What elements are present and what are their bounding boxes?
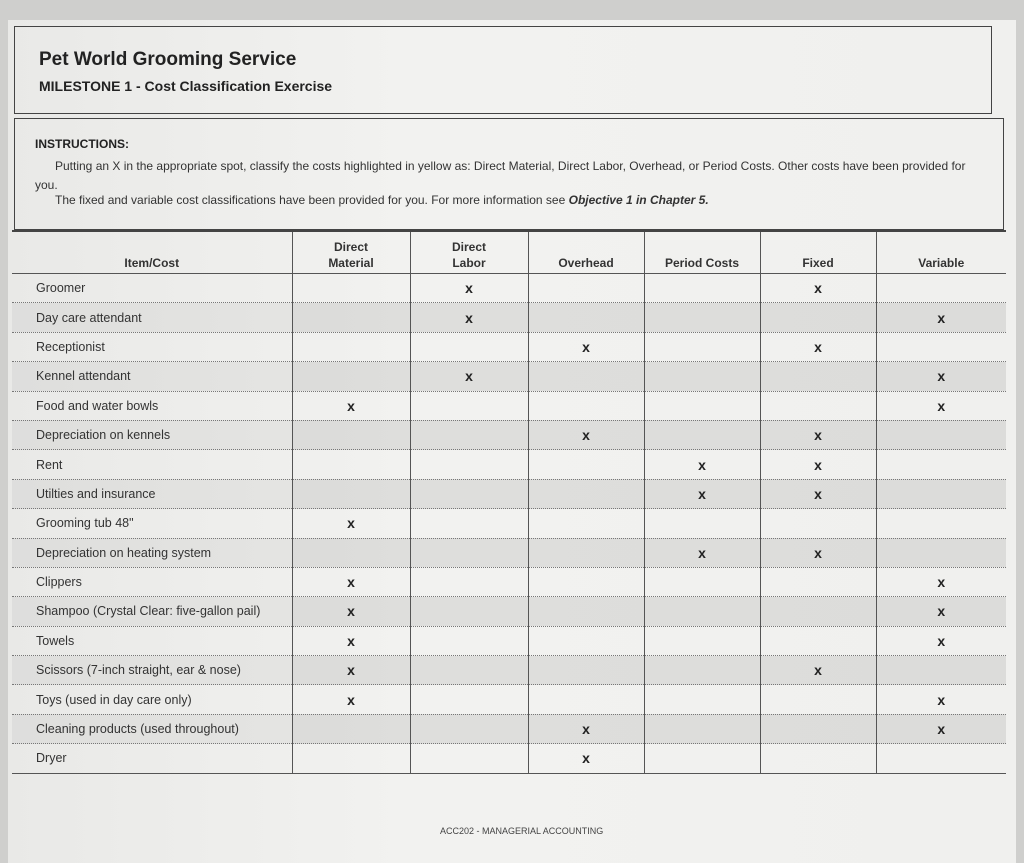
table-row (12, 362, 1006, 391)
fixed-cell[interactable] (760, 303, 876, 332)
table-row (12, 685, 1006, 714)
period-costs-cell[interactable] (644, 420, 760, 449)
item-name: Shampoo (Crystal Clear: five-gallon pail) (12, 597, 292, 626)
period-costs-cell[interactable] (644, 626, 760, 655)
variable-cell[interactable]: x (876, 685, 1006, 714)
variable-cell[interactable]: x (876, 626, 1006, 655)
fixed-cell[interactable] (760, 626, 876, 655)
item-name: Receptionist (12, 332, 292, 361)
item-name: Groomer (12, 274, 292, 303)
item-name: Kennel attendant (12, 362, 292, 391)
direct-material-cell[interactable]: x (292, 567, 410, 596)
table-row (12, 332, 1006, 361)
item-name: Clippers (12, 567, 292, 596)
direct-labor-cell[interactable] (410, 479, 528, 508)
cost-classification-table (12, 230, 1006, 774)
direct-material-cell[interactable] (292, 479, 410, 508)
table-row (12, 420, 1006, 449)
variable-cell[interactable] (876, 332, 1006, 361)
overhead-cell[interactable] (528, 362, 644, 391)
page-footer: ACC202 - MANAGERIAL ACCOUNTING (440, 826, 604, 836)
table-row (12, 303, 1006, 332)
period-costs-cell[interactable] (644, 744, 760, 773)
overhead-cell[interactable]: x (528, 332, 644, 361)
period-costs-cell[interactable] (644, 332, 760, 361)
period-costs-cell[interactable] (644, 303, 760, 332)
period-costs-cell[interactable] (644, 362, 760, 391)
variable-cell[interactable] (876, 656, 1006, 685)
variable-cell[interactable]: x (876, 303, 1006, 332)
table-row (12, 744, 1006, 773)
table-row (12, 597, 1006, 626)
direct-material-cell[interactable]: x (292, 509, 410, 538)
fixed-cell[interactable]: x (760, 450, 876, 479)
fixed-cell[interactable]: x (760, 479, 876, 508)
variable-cell[interactable]: x (876, 567, 1006, 596)
direct-material-cell[interactable] (292, 714, 410, 743)
direct-labor-cell[interactable] (410, 538, 528, 567)
direct-material-cell[interactable]: x (292, 597, 410, 626)
col-item-cost: Item/Cost (12, 231, 292, 274)
document-title: Pet World Grooming Service (39, 49, 297, 70)
direct-labor-cell[interactable] (410, 656, 528, 685)
period-costs-cell[interactable] (644, 274, 760, 303)
variable-cell[interactable] (876, 538, 1006, 567)
direct-material-cell[interactable]: x (292, 685, 410, 714)
overhead-cell[interactable]: x (528, 420, 644, 449)
col-direct-labor: Direct Labor (410, 231, 528, 274)
fixed-cell[interactable]: x (760, 274, 876, 303)
period-costs-cell[interactable] (644, 509, 760, 538)
period-costs-cell[interactable] (644, 391, 760, 420)
item-name: Depreciation on heating system (12, 538, 292, 567)
period-costs-cell[interactable] (644, 714, 760, 743)
direct-labor-cell[interactable] (410, 567, 528, 596)
item-name: Food and water bowls (12, 391, 292, 420)
fixed-cell[interactable] (760, 567, 876, 596)
instructions-note (55, 193, 709, 207)
overhead-cell[interactable] (528, 391, 644, 420)
table-row (12, 567, 1006, 596)
fixed-cell[interactable]: x (760, 420, 876, 449)
direct-material-cell[interactable] (292, 362, 410, 391)
instructions-objective-ref: Objective 1 in Chapter 5. (568, 193, 709, 207)
table-row (12, 626, 1006, 655)
direct-labor-cell[interactable] (410, 685, 528, 714)
direct-labor-cell[interactable]: x (410, 303, 528, 332)
fixed-cell[interactable]: x (760, 538, 876, 567)
period-costs-cell[interactable] (644, 597, 760, 626)
table-row (12, 509, 1006, 538)
period-costs-cell[interactable] (644, 685, 760, 714)
table-row (12, 538, 1006, 567)
table-row (12, 656, 1006, 685)
item-name: Toys (used in day care only) (12, 685, 292, 714)
direct-labor-cell[interactable] (410, 420, 528, 449)
overhead-cell[interactable] (528, 303, 644, 332)
overhead-cell[interactable] (528, 567, 644, 596)
period-costs-cell[interactable] (644, 567, 760, 596)
col-variable: Variable (876, 231, 1006, 274)
fixed-cell[interactable] (760, 597, 876, 626)
instructions-heading: INSTRUCTIONS: (35, 137, 129, 151)
instructions-box (14, 118, 1004, 230)
direct-material-cell[interactable] (292, 420, 410, 449)
overhead-cell[interactable] (528, 626, 644, 655)
overhead-cell[interactable] (528, 597, 644, 626)
direct-labor-cell[interactable]: x (410, 274, 528, 303)
col-direct-material: Direct Material (292, 231, 410, 274)
variable-cell[interactable] (876, 479, 1006, 508)
table-row (12, 714, 1006, 743)
item-name: Towels (12, 626, 292, 655)
overhead-cell[interactable] (528, 538, 644, 567)
direct-material-cell[interactable] (292, 274, 410, 303)
variable-cell[interactable]: x (876, 362, 1006, 391)
period-costs-cell[interactable] (644, 656, 760, 685)
item-name: Depreciation on kennels (12, 420, 292, 449)
variable-cell[interactable]: x (876, 391, 1006, 420)
period-costs-cell[interactable]: x (644, 538, 760, 567)
item-name: Scissors (7-inch straight, ear & nose) (12, 656, 292, 685)
overhead-cell[interactable]: x (528, 744, 644, 773)
item-name: Day care attendant (12, 303, 292, 332)
period-costs-cell[interactable]: x (644, 450, 760, 479)
overhead-cell[interactable] (528, 656, 644, 685)
direct-labor-cell[interactable] (410, 391, 528, 420)
direct-material-cell[interactable]: x (292, 626, 410, 655)
direct-labor-cell[interactable]: x (410, 362, 528, 391)
overhead-cell[interactable] (528, 479, 644, 508)
col-fixed: Fixed (760, 231, 876, 274)
fixed-cell[interactable]: x (760, 332, 876, 361)
variable-cell[interactable] (876, 420, 1006, 449)
direct-labor-cell[interactable] (410, 509, 528, 538)
title-box (14, 26, 992, 114)
fixed-cell[interactable] (760, 391, 876, 420)
col-overhead: Overhead (528, 231, 644, 274)
direct-labor-cell[interactable] (410, 626, 528, 655)
direct-material-cell[interactable] (292, 303, 410, 332)
item-name: Grooming tub 48" (12, 509, 292, 538)
table-row (12, 450, 1006, 479)
variable-cell[interactable] (876, 509, 1006, 538)
table-row (12, 274, 1006, 303)
col-period-costs: Period Costs (644, 231, 760, 274)
period-costs-cell[interactable]: x (644, 479, 760, 508)
item-name: Cleaning products (used throughout) (12, 714, 292, 743)
direct-material-cell[interactable] (292, 332, 410, 361)
direct-material-cell[interactable] (292, 744, 410, 773)
variable-cell[interactable]: x (876, 597, 1006, 626)
item-name: Utilties and insurance (12, 479, 292, 508)
fixed-cell[interactable] (760, 714, 876, 743)
fixed-cell[interactable] (760, 362, 876, 391)
direct-material-cell[interactable]: x (292, 656, 410, 685)
fixed-cell[interactable] (760, 744, 876, 773)
direct-material-cell[interactable]: x (292, 391, 410, 420)
overhead-cell[interactable] (528, 450, 644, 479)
direct-material-cell[interactable] (292, 450, 410, 479)
variable-cell[interactable]: x (876, 714, 1006, 743)
item-name: Rent (12, 450, 292, 479)
direct-labor-cell[interactable] (410, 450, 528, 479)
direct-labor-cell[interactable] (410, 332, 528, 361)
direct-labor-cell[interactable] (410, 714, 528, 743)
table-header-row (12, 231, 1006, 274)
variable-cell[interactable] (876, 274, 1006, 303)
table-row (12, 391, 1006, 420)
item-name: Dryer (12, 744, 292, 773)
variable-cell[interactable] (876, 744, 1006, 773)
fixed-cell[interactable] (760, 509, 876, 538)
instructions-text: Putting an X in the appropriate spot, classify the costs highlighted in yellow as: Direct Material, Direct Labor, Overhead, or Period Costs. Other costs have been provided for you. (35, 159, 966, 192)
table-row (12, 479, 1006, 508)
direct-material-cell[interactable] (292, 538, 410, 567)
overhead-cell[interactable] (528, 274, 644, 303)
fixed-cell[interactable]: x (760, 656, 876, 685)
direct-labor-cell[interactable] (410, 597, 528, 626)
overhead-cell[interactable]: x (528, 714, 644, 743)
instructions-note-text: The fixed and variable cost classifications have been provided for you. For more information see (55, 193, 569, 207)
fixed-cell[interactable] (760, 685, 876, 714)
document-subtitle: MILESTONE 1 - Cost Classification Exercise (39, 78, 333, 94)
variable-cell[interactable] (876, 450, 1006, 479)
overhead-cell[interactable] (528, 685, 644, 714)
overhead-cell[interactable] (528, 509, 644, 538)
direct-labor-cell[interactable] (410, 744, 528, 773)
